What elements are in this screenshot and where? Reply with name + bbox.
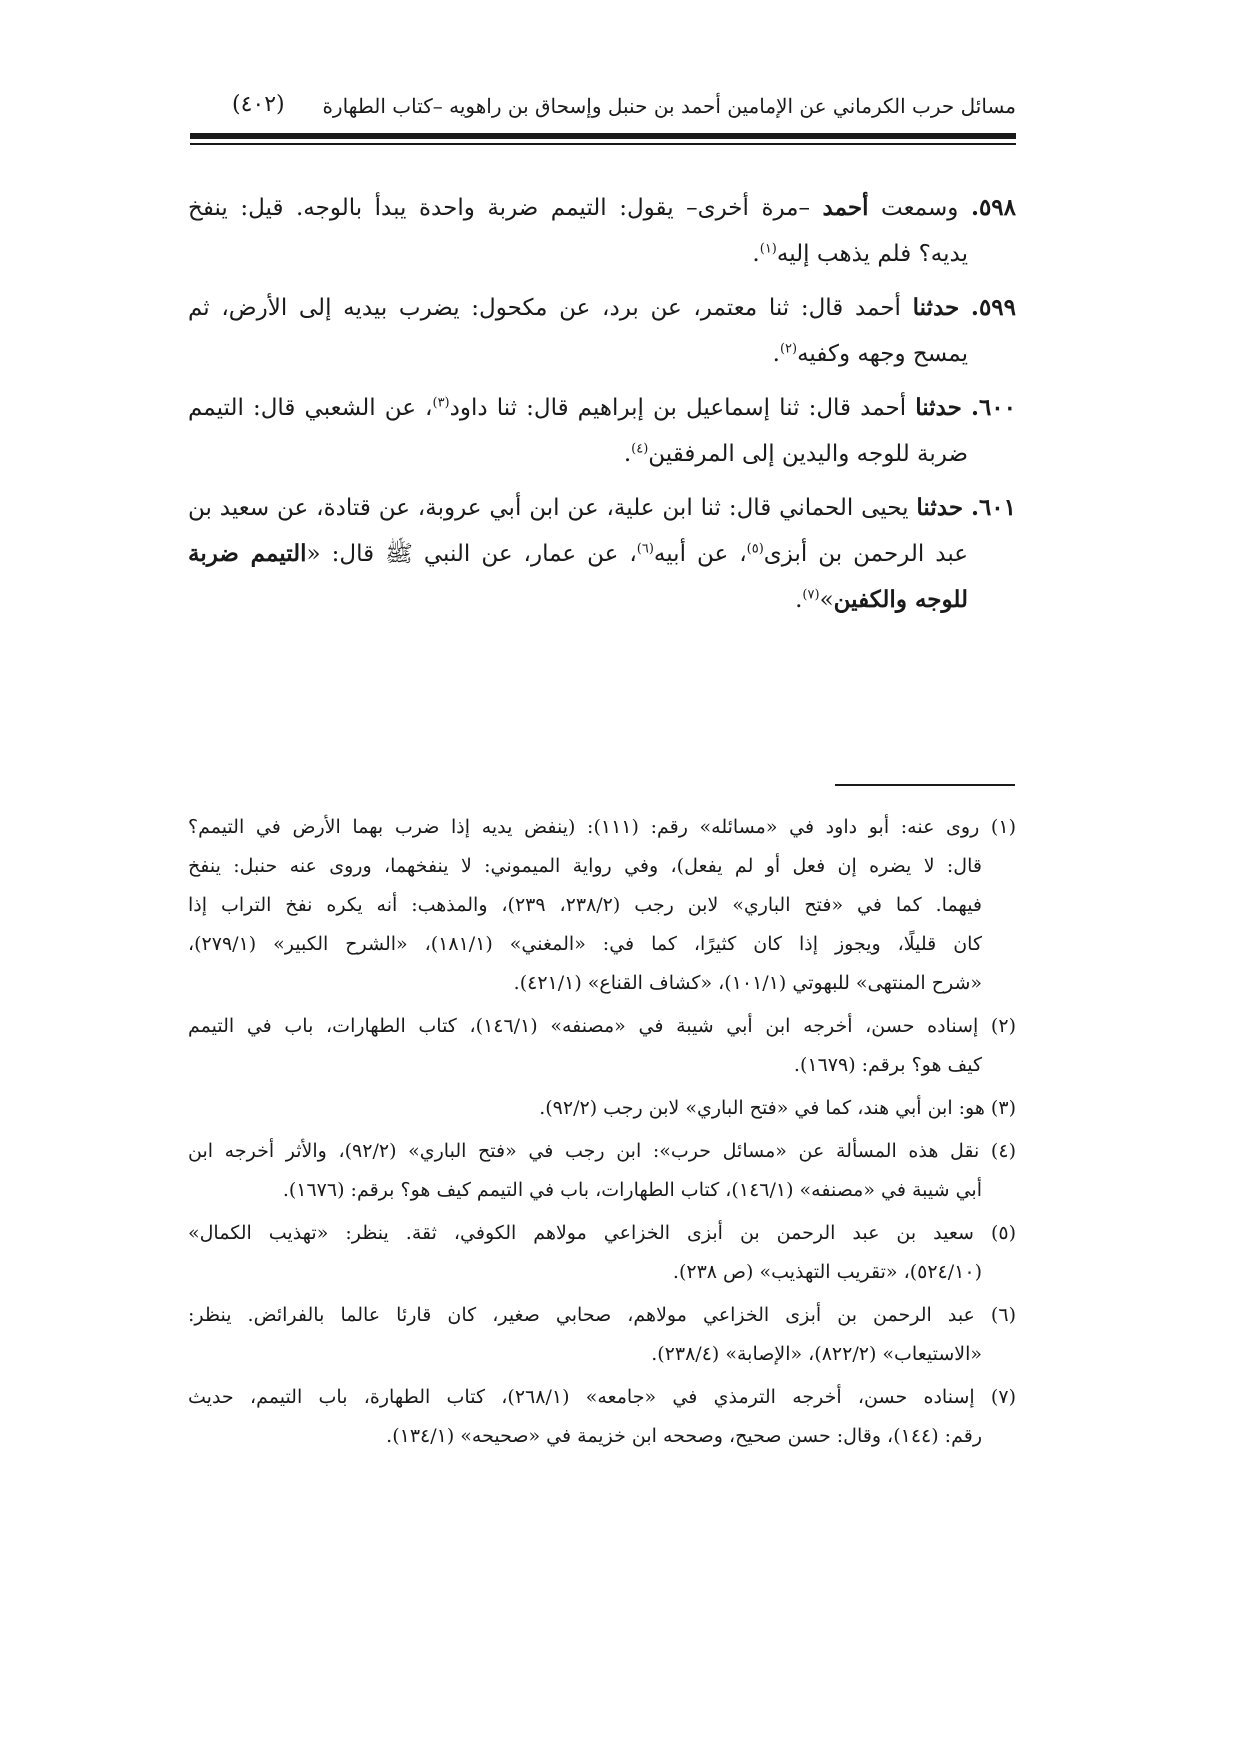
footnote-line: (٥٢٤/١٠)، «تقريب التهذيب» (ص ٢٣٨).: [672, 1261, 982, 1283]
main-text: [188, 185, 1016, 631]
bold-keyword: حدثنا: [912, 294, 960, 321]
footnote-ref[interactable]: (٧): [802, 587, 820, 603]
text-run: أحمد قال: ثنا معتمر، عن برد، عن مكحول: يضرب بيديه إلى الأرض، ثم: [188, 295, 913, 321]
page-number: (٤٠٢): [232, 92, 285, 117]
paragraph-number: ٦٠١.: [970, 494, 1017, 521]
header-rule-thick: [190, 133, 1016, 139]
paragraph-number: ٥٩٨.: [970, 194, 1017, 221]
text-run: .: [752, 241, 760, 267]
footnote-line: (٦) عبد الرحمن بن أبزى الخزاعي مولاهم، صحابي صغير، كان قارئا عالما بالفرائض. ينظر:: [188, 1304, 1016, 1326]
footnote-ref[interactable]: (٤): [631, 441, 649, 457]
paragraph-number: ٦٠٠.: [970, 394, 1017, 421]
footnote-line: «الاستيعاب» (٨٢٢/٢)، «الإصابة» (٢٣٨/٤).: [651, 1343, 982, 1365]
footnote-line: (٣) هو: ابن أبي هند، كما في «فتح الباري» لابن رجب (٩٢/٢).: [539, 1097, 1016, 1119]
paragraph-line: [188, 231, 1016, 277]
bold-name: أحمد: [822, 194, 869, 221]
footnote-line: (٤) نقل هذه المسألة عن «مسائل حرب»: ابن رجب في «فتح الباري» (٩٢/٢)، والأثر أخرجه ابن: [188, 1140, 1016, 1162]
footnote-line: كان قليلًا، ويجوز إذا كان كثيرًا، كما في: «المغني» (١٨١/١)، «الشرح الكبير» (٢٧٩/١)،: [188, 933, 982, 955]
footnote-line: (٥) سعيد بن عبد الرحمن بن أبزى الخزاعي مولاهم الكوفي، ثقة. ينظر: «تهذيب الكمال»: [188, 1222, 1016, 1244]
text-run: يديه؟ فلم يذهب إليه: [776, 241, 968, 267]
text-run: يحيى الحماني قال: ثنا ابن علية، عن ابن أبي عروبة، عن قتادة، عن سعيد بن: [188, 495, 917, 521]
footnote-ref[interactable]: (٢): [779, 341, 798, 357]
footnote-line: (١) روى عنه: أبو داود في «مسائله» رقم: (١١١): (ينفض يديه إذا ضرب بهما الأرض في التيمم؟: [188, 816, 1016, 838]
bold-keyword: حدثنا: [916, 494, 964, 521]
paragraph-line: [188, 185, 1016, 231]
footnote-line: (٧) إسناده حسن، أخرجه الترمذي في «جامعه» (٢٦٨/١)، كتاب الطهارة، باب التيمم، حديث: [188, 1386, 1016, 1408]
footnote-ref[interactable]: (٥): [746, 541, 764, 557]
paragraph-600: [188, 385, 1016, 477]
paragraph-line: [188, 285, 1016, 331]
footnote-line: (٢) إسناده حسن، أخرجه ابن أبي شيبة في «مصنفه» (١٤٦/١)، كتاب الطهارات، باب في التيمم: [188, 1015, 1016, 1037]
paragraph-line: [188, 531, 1016, 577]
paragraph-line: [188, 431, 1016, 477]
footnote-line: قال: لا يضره إن فعل أو لم يفعل)، وفي رواية الميموني: لا ينفخهما، وروى عنه حنبل: ينفخ: [188, 855, 982, 877]
paragraph-line: [188, 577, 1016, 623]
bold-hadith: للوجه والكفين: [833, 586, 968, 613]
bold-keyword: حدثنا: [915, 394, 962, 421]
text-run: ، عن أبيه: [653, 541, 747, 567]
footnote-line: كيف هو؟ برقم: (١٦٧٩).: [793, 1054, 982, 1076]
footnote-6: [188, 1296, 1016, 1374]
footnote-line: فيهما. كما في «فتح الباري» لابن رجب (٢٣٨/٢، ٢٣٩)، والمذهب: أنه يكره نفخ التراب إذا: [188, 894, 983, 916]
footnotes: [188, 808, 1016, 1460]
text-run: ضربة للوجه واليدين إلى المرفقين: [648, 441, 968, 467]
footnote-separator: [835, 784, 1015, 786]
paragraph-line: [188, 331, 1016, 377]
footnote-ref[interactable]: (١): [759, 241, 777, 257]
running-title: مسائل حرب الكرماني عن الإمامين أحمد بن حنبل وإسحاق بن راهويه –كتاب الطهارة: [322, 94, 1016, 118]
paragraph-599: [188, 285, 1016, 377]
footnote-3: [188, 1089, 1016, 1128]
text-run: ، عن الشعبي قال: التيمم: [188, 395, 433, 421]
text-run: وسمعت: [868, 195, 959, 221]
page-header: [190, 78, 1016, 138]
footnote-line: رقم: (١٤٤)، وقال: حسن صحيح، وصححه ابن خزيمة في «صحيحه» (١٣٤/١).: [386, 1425, 982, 1447]
bold-hadith: التيمم ضربة: [188, 540, 307, 567]
footnote-4: [188, 1132, 1016, 1210]
text-run: أحمد قال: ثنا إسماعيل بن إبراهيم قال: ثنا داود: [449, 395, 916, 421]
footnote-2: [188, 1007, 1016, 1085]
footnote-line: أبي شيبة في «مصنفه» (١٤٦/١)، كتاب الطهارات، باب في التيمم كيف هو؟ برقم: (١٦٧٦).: [282, 1179, 982, 1201]
text-run: عبد الرحمن بن أبزى: [763, 541, 969, 567]
text-run: .: [772, 341, 780, 367]
text-run: .: [623, 441, 632, 467]
paragraph-601: [188, 485, 1016, 623]
paragraph-number: ٥٩٩.: [970, 294, 1016, 321]
footnote-5: [188, 1214, 1016, 1292]
header-rule-thin: [190, 143, 1016, 145]
text-run: يمسح وجهه وكفيه: [797, 341, 968, 367]
footnote-ref[interactable]: (٦): [636, 541, 654, 557]
text-run: .: [795, 587, 803, 613]
footnote-line: «شرح المنتهى» للبهوتي (١٠١/١)، «كشاف القناع» (٤٢١/١).: [513, 972, 982, 994]
footnote-7: [188, 1378, 1016, 1456]
paragraph-line: [188, 385, 1016, 431]
footnote-1: [188, 808, 1016, 1003]
paragraph-598: [188, 185, 1016, 277]
text-run: ، عن عمار، عن النبي ﷺ قال: «: [306, 541, 637, 567]
footnote-ref[interactable]: (٣): [432, 395, 450, 411]
text-run: –مرة أخرى– يقول: التيمم ضربة واحدة يبدأ بالوجه. قيل: ينفخ: [188, 195, 823, 221]
paragraph-line: [188, 485, 1016, 531]
text-run: »: [819, 587, 834, 613]
